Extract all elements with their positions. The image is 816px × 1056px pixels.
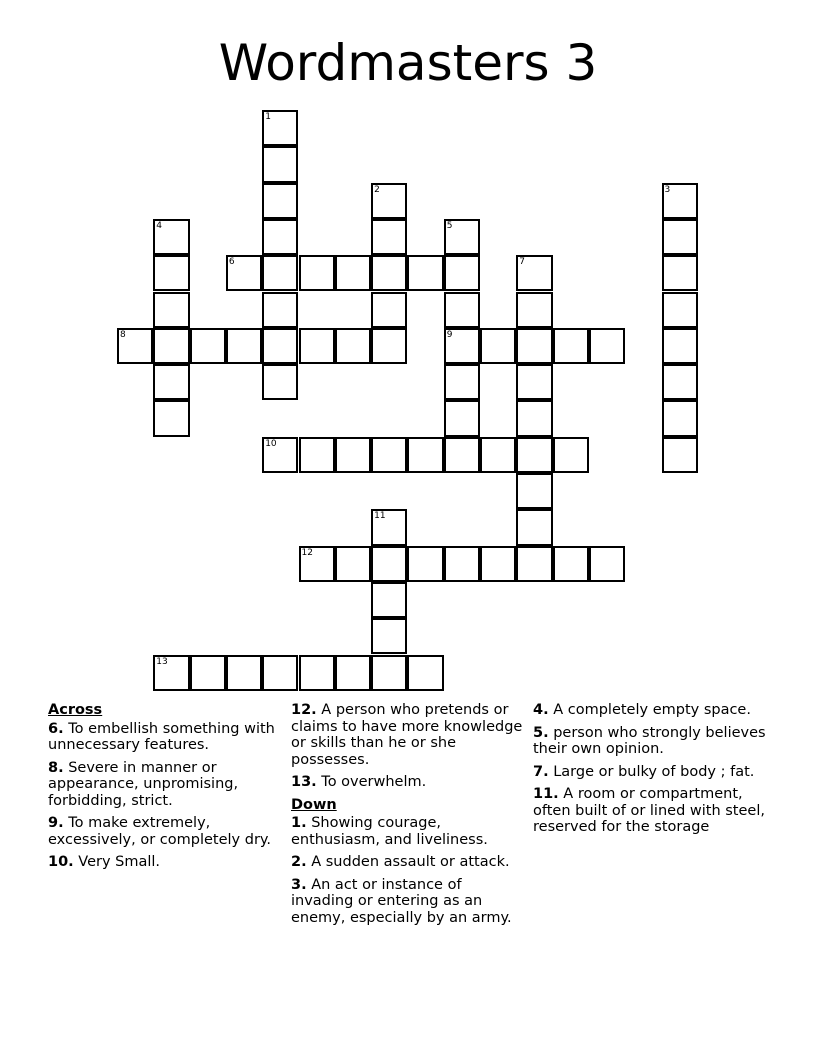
grid-cell[interactable] [407,437,443,473]
grid-cell[interactable] [480,437,516,473]
grid-cell[interactable] [262,146,298,182]
cell-number: 4 [156,220,163,231]
across-clue-6[interactable] [48,721,284,754]
across-clue-9[interactable] [48,815,284,848]
clue-column-2 [291,702,527,932]
grid-cell[interactable] [190,328,226,364]
grid-cell[interactable] [299,546,335,582]
down-clue-5[interactable] [533,725,769,758]
grid-cell[interactable] [371,219,407,255]
grid-cell[interactable] [444,219,480,255]
grid-cell[interactable] [407,655,443,691]
grid-cell[interactable] [299,655,335,691]
grid-cell[interactable] [371,546,407,582]
grid-cell[interactable] [153,255,189,291]
grid-cell[interactable] [335,328,371,364]
grid-cell[interactable] [662,437,698,473]
clue-number: 4. [533,702,549,718]
grid-cell[interactable] [516,255,552,291]
grid-cell[interactable] [262,219,298,255]
grid-cell[interactable] [335,546,371,582]
grid-cell[interactable] [553,328,589,364]
grid-cell[interactable] [117,328,153,364]
clue-number: 13. [291,774,317,790]
grid-cell[interactable] [662,364,698,400]
cell-number: 10 [265,438,277,449]
grid-cell[interactable] [444,328,480,364]
grid-cell[interactable] [262,437,298,473]
clue-number: 5. [533,724,549,741]
grid-cell[interactable] [516,400,552,436]
grid-cell[interactable] [480,546,516,582]
grid-cell[interactable] [226,328,262,364]
grid-cell[interactable] [371,582,407,618]
clue-number: 11. [533,786,559,802]
down-clue-1[interactable] [291,815,527,848]
down-clue-7[interactable] [533,764,769,781]
down-clue-3[interactable] [291,877,527,927]
grid-cell[interactable] [662,292,698,328]
grid-cell[interactable] [153,328,189,364]
grid-cell[interactable] [371,328,407,364]
clue-number: 1. [291,815,307,831]
grid-cell[interactable] [299,255,335,291]
grid-cell[interactable] [335,255,371,291]
grid-cell[interactable] [589,328,625,364]
grid-cell[interactable] [444,292,480,328]
cell-number: 5 [446,220,453,231]
cell-number: 6 [228,257,235,268]
grid-cell[interactable] [516,437,552,473]
grid-cell[interactable] [335,655,371,691]
grid-cell[interactable] [407,255,443,291]
across-clue-12[interactable] [291,702,527,768]
grid-cell[interactable] [516,292,552,328]
grid-cell[interactable] [226,255,262,291]
grid-cell[interactable] [262,364,298,400]
grid-cell[interactable] [516,546,552,582]
grid-cell[interactable] [444,255,480,291]
clue-text: A person who pretends or claims to have more knowledge or skills than he or she possesses. [291,702,523,768]
grid-cell[interactable] [516,473,552,509]
grid-cell[interactable] [299,328,335,364]
clue-number: 10. [48,854,74,870]
down-clue-4[interactable] [533,702,769,719]
grid-cell[interactable] [153,292,189,328]
cell-number: 11 [374,511,386,522]
cell-number: 7 [519,257,526,268]
grid-cell[interactable] [262,110,298,146]
across-clue-13[interactable] [291,774,527,791]
down-clue-11[interactable] [533,786,769,836]
grid-cell[interactable] [371,255,407,291]
grid-cell[interactable] [226,655,262,691]
grid-cell[interactable] [262,255,298,291]
grid-cell[interactable] [444,400,480,436]
clue-column-1 [48,702,284,877]
cell-number: 8 [120,329,126,340]
clue-number: 6. [48,720,64,737]
cell-number: 12 [301,547,313,558]
grid-cell[interactable] [444,546,480,582]
grid-cell[interactable] [371,292,407,328]
cell-number: 13 [156,656,168,667]
clue-text: person who strongly believes their own opinion. [533,724,766,757]
across-heading: Across [48,702,103,718]
grid-cell[interactable] [371,183,407,219]
grid-cell[interactable] [371,509,407,545]
clue-text: To embellish something with unnecessary features. [48,720,275,753]
page-title: Wordmasters 3 [218,34,598,92]
grid-cell[interactable] [262,655,298,691]
clue-number: 2. [291,854,307,870]
cell-number: 9 [446,329,453,340]
grid-cell[interactable] [407,546,443,582]
grid-cell[interactable] [662,255,698,291]
clue-column-3 [533,702,769,842]
grid-cell[interactable] [371,655,407,691]
grid-cell[interactable] [153,219,189,255]
grid-cell[interactable] [516,509,552,545]
down-clue-2[interactable] [291,854,527,871]
grid-cell[interactable] [444,437,480,473]
clue-text: Severe in manner or appearance, unpromising, forbidding, strict. [48,759,239,809]
grid-cell[interactable] [662,183,698,219]
grid-cell[interactable] [153,364,189,400]
clue-text: Showing courage, enthusiasm, and liveliness. [291,815,488,848]
grid-cell[interactable] [589,546,625,582]
clue-text: A completely empty space. [553,702,751,718]
grid-cell[interactable] [262,328,298,364]
cell-number: 3 [664,184,671,195]
grid-cell[interactable] [371,437,407,473]
grid-cell[interactable] [662,328,698,364]
grid-cell[interactable] [262,183,298,219]
grid-cell[interactable] [371,618,407,654]
clue-text: A room or compartment, often built of or lined with steel, reserved for the storage [533,786,765,835]
clue-number: 9. [48,815,64,831]
across-clue-10[interactable] [48,854,284,871]
clue-text: Very Small. [78,854,161,870]
grid-cell[interactable] [662,219,698,255]
grid-cell[interactable] [516,364,552,400]
grid-cell[interactable] [335,437,371,473]
clue-number: 7. [533,763,549,780]
grid-cell[interactable] [153,655,189,691]
grid-cell[interactable] [662,400,698,436]
clue-text: To overwhelm. [321,774,427,790]
clue-number: 3. [291,876,307,893]
across-clue-8[interactable] [48,760,284,810]
grid-cell[interactable] [153,400,189,436]
clue-text: An act or instance of invading or entering as an enemy, especially by an army. [291,876,512,926]
clue-number: 8. [48,759,64,776]
grid-cell[interactable] [553,546,589,582]
clue-text: A sudden assault or attack. [311,854,510,870]
grid-cell[interactable] [190,655,226,691]
clue-text: Large or bulky of body ; fat. [553,763,755,780]
grid-cell[interactable] [516,328,552,364]
cell-number: 1 [265,112,271,122]
grid-cell[interactable] [299,437,335,473]
grid-cell[interactable] [553,437,589,473]
down-heading: Down [291,796,337,813]
clue-text: To make extremely, excessively, or completely dry. [48,815,272,848]
grid-cell[interactable] [262,292,298,328]
grid-cell[interactable] [480,328,516,364]
cell-number: 2 [374,184,380,195]
clue-number: 12. [291,702,317,718]
grid-cell[interactable] [444,364,480,400]
